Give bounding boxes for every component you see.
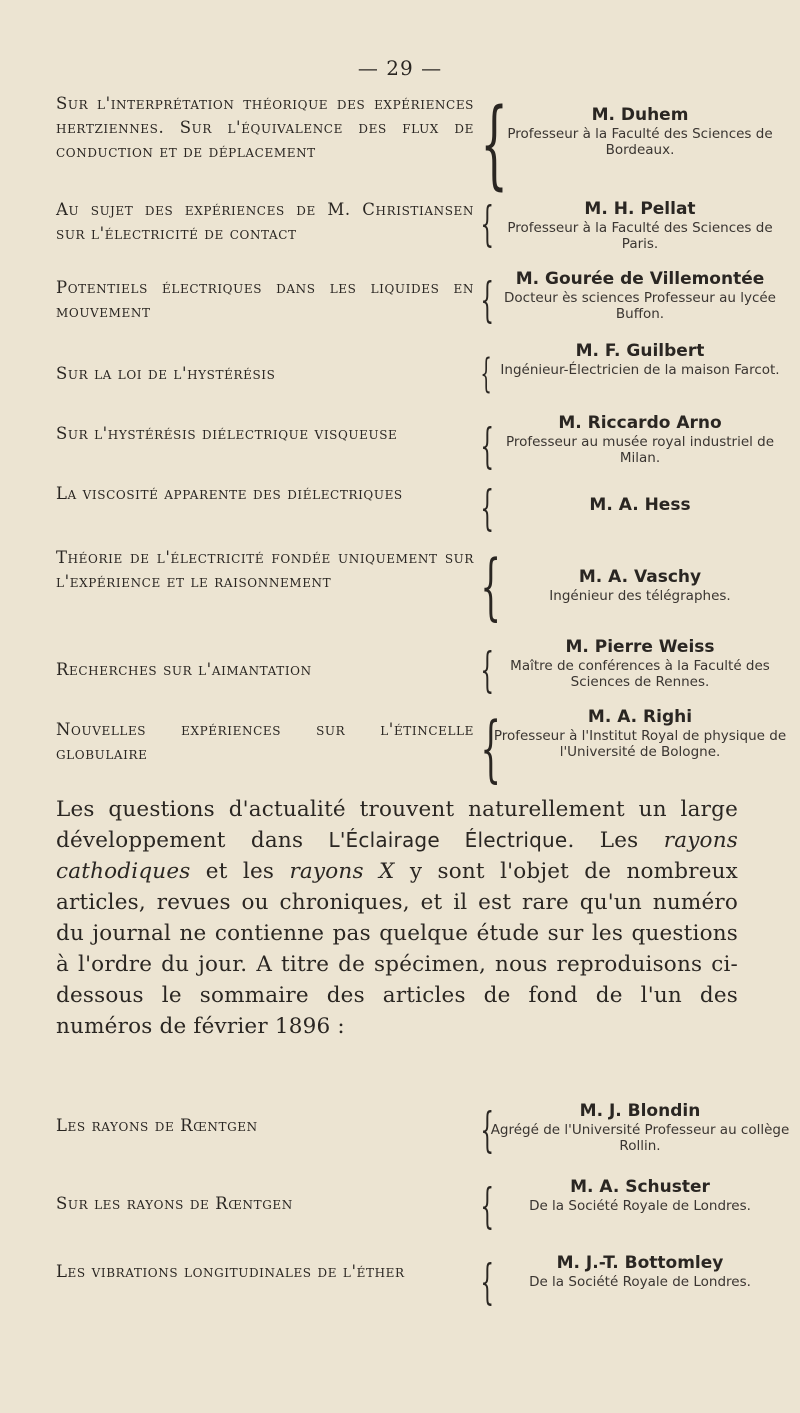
brace: { xyxy=(480,1178,495,1234)
entry-author-block xyxy=(490,340,790,378)
toc-entry-blondin xyxy=(56,1100,790,1164)
author-affiliation: De la Société Royale de Londres. xyxy=(529,1274,751,1290)
entry-author-block xyxy=(490,1252,790,1290)
entry-author-block xyxy=(490,636,790,690)
entry-title: Sur l'hystérésis diélectrique visqueuse xyxy=(56,424,398,443)
brace: { xyxy=(480,1102,495,1158)
author-affiliation: Ingénieur-Électricien de la maison Farcot. xyxy=(500,362,780,378)
entry-title: Sur la loi de l'hystérésis xyxy=(56,364,276,383)
toc-entry-pellat xyxy=(56,198,790,258)
entry-author-block xyxy=(490,706,790,760)
entry-title: Théorie de l'électricité fondée uniquement sur l'expérience et le raisonnement xyxy=(56,548,474,591)
brace: { xyxy=(480,642,495,698)
toc-entry-guilbert xyxy=(56,340,790,400)
entry-title: Sur l'interprétation théorique des expériences hertziennes. Sur l'équivalence des flux de conduction et de déplacement xyxy=(56,94,474,161)
entry-title: Recherches sur l'aimantation xyxy=(56,660,312,679)
toc-entry-arno xyxy=(56,412,790,472)
author-name: M. A. Hess xyxy=(589,495,691,515)
author-affiliation: Ingénieur des télégraphes. xyxy=(549,588,731,604)
entry-author-block xyxy=(490,412,790,466)
author-name: M. A. Righi xyxy=(587,707,693,727)
toc-entry-weiss xyxy=(56,636,790,700)
author-affiliation: Professeur au musée royal industriel de Milan. xyxy=(505,434,775,466)
author-name: M. J.-T. Bottomley xyxy=(556,1253,724,1273)
brace: { xyxy=(480,88,508,200)
author-affiliation: Docteur ès sciences Professeur au lycée Buffon. xyxy=(504,290,776,322)
brace: { xyxy=(480,418,495,474)
brace: { xyxy=(480,544,502,628)
entry-title: La viscosité apparente des diélectriques xyxy=(56,484,403,503)
author-name: M. Gourée de Villemontée xyxy=(515,269,765,289)
brace: { xyxy=(480,272,495,328)
author-affiliation: Agrégé de l'Université Professeur au collège Rollin. xyxy=(490,1122,790,1154)
toc-entry-vaschy xyxy=(56,546,790,626)
entry-title: Sur les rayons de Rœntgen xyxy=(56,1194,293,1213)
paragraph-text: y sont l'objet de nombreux articles, revues ou chroniques, et il est rare qu'un numéro du journal ne contienne pas quelque étude sur les questions à l'ordre du jour. A titre de spécimen, nous reproduisons ci-dessous le sommaire des articles de fond de l'un des numéros de février 1896 : xyxy=(56,859,739,1039)
author-affiliation: Professeur à la Faculté des Sciences de Paris. xyxy=(507,220,773,252)
entry-title: Potentiels électriques dans les liquides en mouvement xyxy=(56,278,474,321)
author-affiliation: De la Société Royale de Londres. xyxy=(529,1198,751,1214)
paragraph-text: Les questions d'actualité trouvent naturellement un large développement dans xyxy=(56,797,738,853)
brace: { xyxy=(480,351,492,397)
page-number: — 29 — xyxy=(357,56,443,80)
author-name: M. J. Blondin xyxy=(579,1101,701,1121)
entry-author-block xyxy=(490,1100,790,1154)
entry-author-block xyxy=(490,268,790,322)
entry-title: Les vibrations longitudinales de l'éther xyxy=(56,1262,405,1281)
journal-name: L'Éclairage Électrique xyxy=(328,828,568,852)
toc-entry-bottomley xyxy=(56,1252,790,1316)
entry-title: Au sujet des expériences de M. Christiansen sur l'électricité de contact xyxy=(56,200,474,243)
entry-title: Les rayons de Rœntgen xyxy=(56,1116,258,1135)
author-name: M. Riccardo Arno xyxy=(558,413,722,433)
toc-entry-villemontee xyxy=(56,268,790,328)
toc-entry-schuster xyxy=(56,1176,790,1240)
paragraph-text: et les xyxy=(190,859,290,884)
brace: { xyxy=(480,1254,495,1310)
toc-entry-duhem xyxy=(56,88,790,200)
toc-entry-righi xyxy=(56,706,790,790)
entry-author-block xyxy=(490,104,790,158)
entry-author-block xyxy=(490,198,790,252)
brace: { xyxy=(480,480,495,536)
author-name: M. H. Pellat xyxy=(584,199,696,219)
term-rayons-cathodiques: rayons cathodiques xyxy=(56,828,738,884)
brace: { xyxy=(480,706,502,790)
term-rayons-x: rayons X xyxy=(289,859,395,884)
body-paragraph xyxy=(56,794,738,1042)
author-affiliation: Professeur à la Faculté des Sciences de Bordeaux. xyxy=(507,126,773,158)
author-name: M. A. Schuster xyxy=(570,1177,710,1197)
paragraph-text: . Les xyxy=(567,828,664,853)
entry-author-block xyxy=(490,1176,790,1214)
author-name: M. Duhem xyxy=(591,105,689,125)
author-name: M. Pierre Weiss xyxy=(565,637,715,657)
author-name: M. F. Guilbert xyxy=(575,341,705,361)
brace: { xyxy=(480,196,495,252)
author-affiliation: Professeur à l'Institut Royal de physique de l'Université de Bologne. xyxy=(493,728,787,760)
entry-author-block xyxy=(490,566,790,604)
entry-title: Nouvelles expériences sur l'étincelle globulaire xyxy=(56,720,474,763)
author-name: M. A. Vaschy xyxy=(578,567,702,587)
entry-author-block xyxy=(490,494,790,516)
author-affiliation: Maître de conférences à la Faculté des Sciences de Rennes. xyxy=(510,658,770,690)
toc-entry-hess xyxy=(56,480,790,540)
